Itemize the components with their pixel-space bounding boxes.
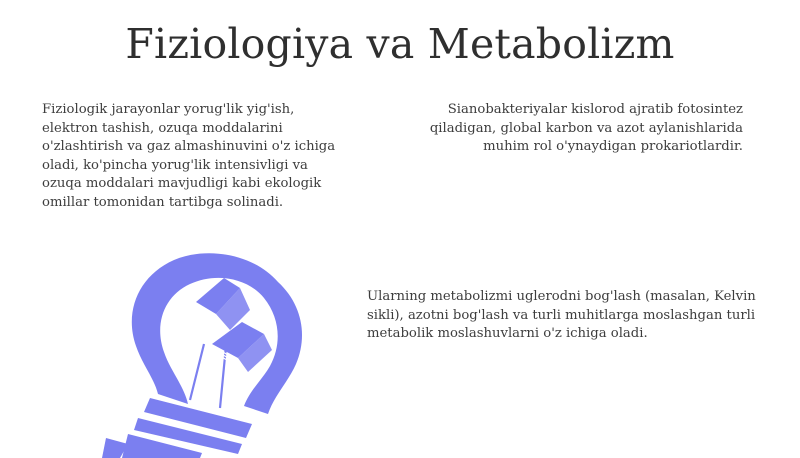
paragraph-cyanobacteria: Sianobakteriyalar kislorod ajratib fotosintez qiladigan, global karbon va azot aylanishlarida muhim rol o'ynaydigan prokariotlardir. xyxy=(429,102,743,154)
slide-title: Fiziologiya va Metabolizm xyxy=(125,20,675,68)
paragraph-metabolism: Ularning metabolizmi uglerodni bog'lash (masalan, Kelvin sikli), azotni bog'lash va turli muhitlarga moslashgan turli metabolik moslashuvlarni o'z ichiga oladi. xyxy=(367,289,756,341)
lightbulb-book-icon xyxy=(92,248,332,458)
paragraph-physiology: Fiziologik jarayonlar yorug'lik yig'ish, elektron tashish, ozuqa moddalarini o'zlashtirish va gaz almashinuvini o'z ichiga oladi, ko'pincha yorug'lik intensivligi va ozuqa moddalari mavjudligi kabi ekologik omillar tomonidan tartibga solinadi. xyxy=(42,102,336,210)
